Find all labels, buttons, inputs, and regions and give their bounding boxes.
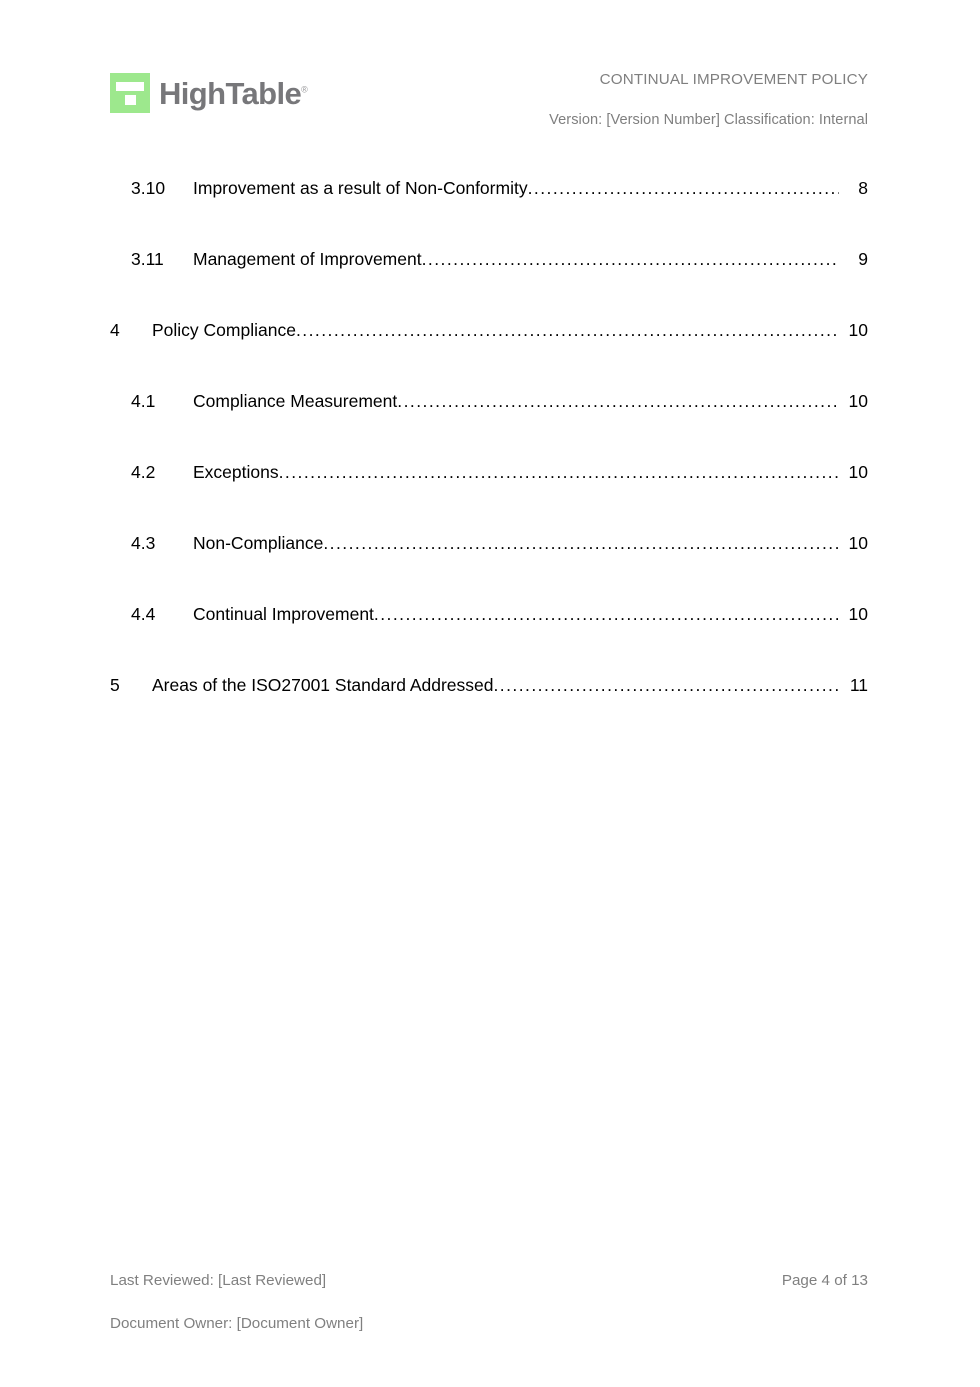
toc-dot-leader xyxy=(296,322,839,340)
toc-entry-page-number: 10 xyxy=(848,462,868,482)
toc-entry-number: 4.2 xyxy=(131,462,156,482)
toc-dot-leader xyxy=(528,180,839,198)
footer-row-primary xyxy=(110,1272,868,1289)
last-reviewed-text: Last Reviewed: [Last Reviewed] xyxy=(110,1272,327,1289)
header-meta xyxy=(549,62,868,128)
toc-dot-leader xyxy=(397,393,839,411)
toc-dot-leader xyxy=(279,464,839,482)
toc-entry-page-number: 8 xyxy=(858,178,868,198)
page-indicator: Page 4 of 13 xyxy=(781,1272,868,1289)
brand-name xyxy=(159,75,308,111)
toc-entry-number: 3.10 xyxy=(131,178,166,198)
toc-entry[interactable] xyxy=(110,249,868,281)
toc-entry[interactable] xyxy=(110,604,868,636)
footer-row-secondary xyxy=(110,1315,868,1332)
toc-entry-title: Management of Improvement xyxy=(193,249,422,269)
toc-entry-title: Continual Improvement xyxy=(193,604,374,624)
toc-entry-number: 4.4 xyxy=(131,604,156,624)
logo-stem-shape xyxy=(125,95,136,105)
toc-entry[interactable] xyxy=(110,320,868,352)
toc-entry[interactable] xyxy=(110,462,868,494)
document-title: CONTINUAL IMPROVEMENT POLICY xyxy=(599,71,868,88)
toc-entry[interactable] xyxy=(110,391,868,423)
toc-dot-leader xyxy=(493,677,839,695)
toc-entry-title: Compliance Measurement xyxy=(193,391,398,411)
hightable-logo-icon xyxy=(110,73,150,113)
toc-entry-title: Non-Compliance xyxy=(193,533,324,553)
toc-dot-leader xyxy=(422,251,839,269)
toc-entry-number: 4 xyxy=(110,320,120,340)
toc-entry-page-number: 10 xyxy=(848,391,868,411)
document-owner-text: Document Owner: [Document Owner] xyxy=(110,1315,364,1332)
toc-dot-leader xyxy=(323,535,839,553)
toc-entry-page-number: 10 xyxy=(848,533,868,553)
toc-entry[interactable] xyxy=(110,533,868,565)
toc-entry-title: Areas of the ISO27001 Standard Addressed xyxy=(152,675,494,695)
version-classification: Version: [Version Number] Classification: Internal xyxy=(549,112,868,129)
table-of-contents xyxy=(110,178,868,746)
toc-entry-page-number: 9 xyxy=(858,249,868,269)
toc-entry-page-number: 10 xyxy=(848,604,868,624)
toc-entry-number: 4.1 xyxy=(131,391,156,411)
registered-trademark-icon: ® xyxy=(301,84,308,95)
brand-name-text: HighTable xyxy=(159,75,302,111)
toc-entry-number: 3.11 xyxy=(131,249,164,269)
toc-entry-page-number: 10 xyxy=(848,320,868,340)
toc-dot-leader xyxy=(374,606,839,624)
toc-entry-title: Policy Compliance xyxy=(152,320,296,340)
toc-entry-page-number: 11 xyxy=(849,675,868,695)
document-header xyxy=(110,62,868,138)
toc-entry-number: 5 xyxy=(110,675,120,695)
toc-entry-title: Improvement as a result of Non-Conformity xyxy=(193,178,528,198)
logo-bar-shape xyxy=(116,82,144,91)
toc-entry[interactable] xyxy=(110,675,868,707)
toc-entry-number: 4.3 xyxy=(131,533,156,553)
document-footer xyxy=(110,1272,868,1332)
toc-entry-title: Exceptions xyxy=(193,462,279,482)
brand-logo xyxy=(110,72,308,114)
toc-entry[interactable] xyxy=(110,178,868,210)
